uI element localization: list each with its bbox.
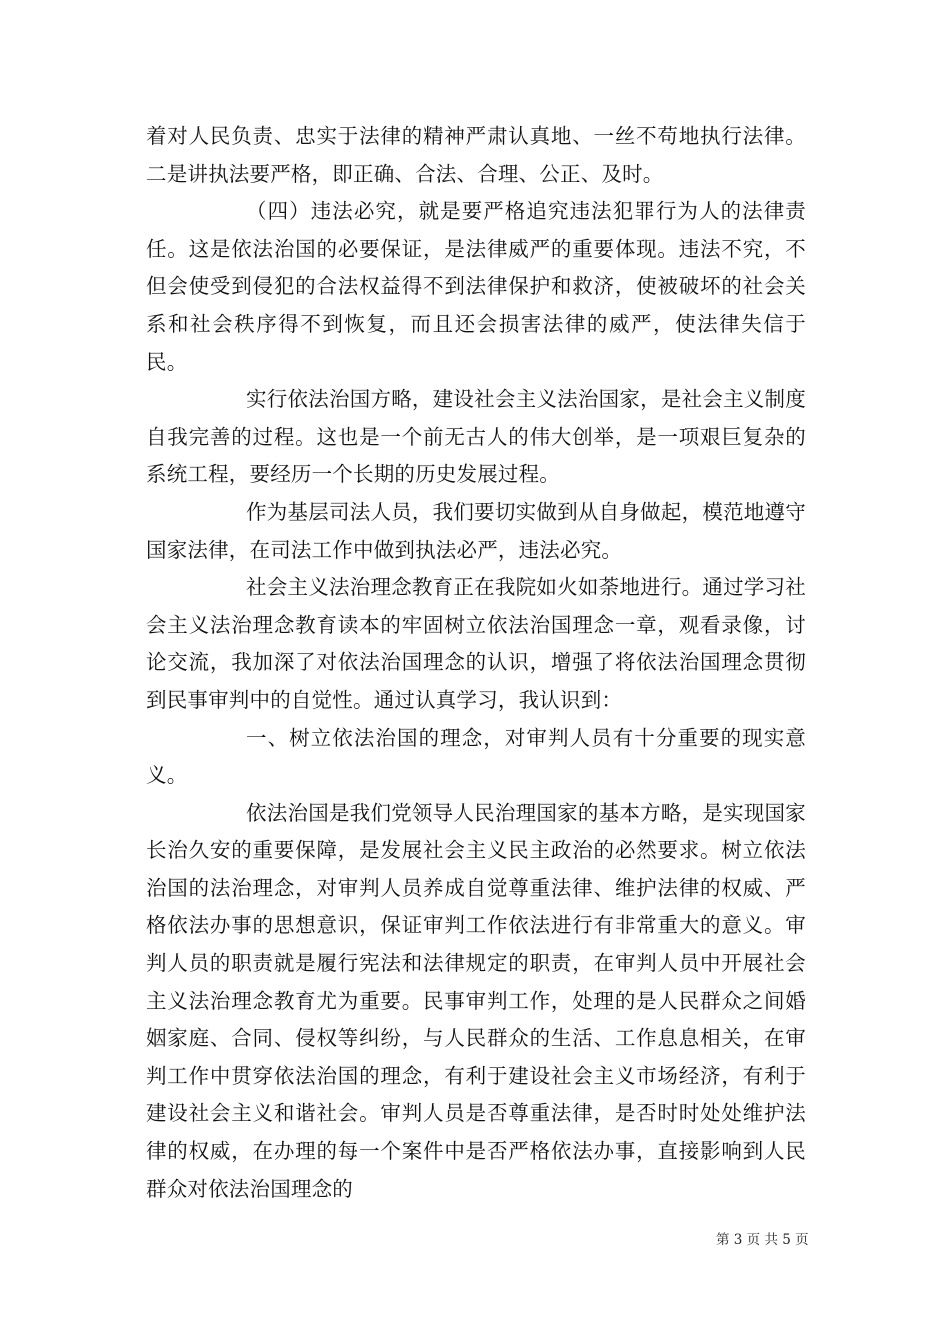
- page-number-footer: 第 3 页 共 5 页: [716, 1232, 809, 1248]
- body-text: [146, 118, 806, 1208]
- paragraph-grassroots-judicial: 作为基层司法人员，我们要切实做到从自身做起，模范地遵守国家法律，在司法工作中做到执法必严，违法必究。: [146, 499, 806, 562]
- paragraph-continuation: 着对人民负责、忠实于法律的精神严肃认真地、一丝不苟地执行法律。二是讲执法要严格，即正确、合法、合理、公正、及时。: [146, 124, 806, 186]
- paragraph-violation-prosecution: （四）违法必究，就是要严格追究违法犯罪行为人的法律责任。这是依法治国的必要保证，是法律威严的重要体现。违法不究，不但会使受到侵犯的合法权益得不到法律保护和救济，使被破坏的社会关系和社会秩序得不到恢复，而且还会损害法律的威严，使法律失信于民。: [146, 199, 806, 374]
- paragraph-rule-of-law-strategy: 实行依法治国方略，建设社会主义法治国家，是社会主义制度自我完善的过程。这也是一个前无古人的伟大创举，是一项艰巨复杂的系统工程，要经历一个长期的历史发展过程。: [146, 387, 806, 487]
- paragraph-rule-of-law-significance: 依法治国是我们党领导人民治理国家的基本方略，是实现国家长治久安的重要保障，是发展社会主义民主政治的必然要求。树立依法治国的法治理念，对审判人员养成自觉尊重法律、维护法律的权威、严格依法办事的思想意识，保证审判工作依法进行有非常重大的意义。审判人员的职责就是履行宪法和法律规定的职责，在审判人员中开展社会主义法治理念教育尤为重要。民事审判工作，处理的是人民群众之间婚姻家庭、合同、侵权等纠纷，与人民群众的生活、工作息息相关，在审判工作中贯穿依法治国的理念，有利于建设社会主义市场经济，有利于建设社会主义和谐社会。审判人员是否尊重法律，是否时时处处维护法律的权威，在办理的每一个案件中是否严格依法办事，直接影响到人民群众对依法治国理念的: [146, 800, 806, 1201]
- paragraph-education-progress: 社会主义法治理念教育正在我院如火如荼地进行。通过学习社会主义法治理念教育读本的牢固树立依法治国理念一章，观看录像，讨论交流，我加深了对依法治国理念的认识，增强了将依法治国理念贯彻到民事审判中的自觉性。通过认真学习，我认识到：: [146, 575, 806, 712]
- section-heading-one: 一、树立依法治国的理念，对审判人员有十分重要的现实意义。: [146, 725, 806, 788]
